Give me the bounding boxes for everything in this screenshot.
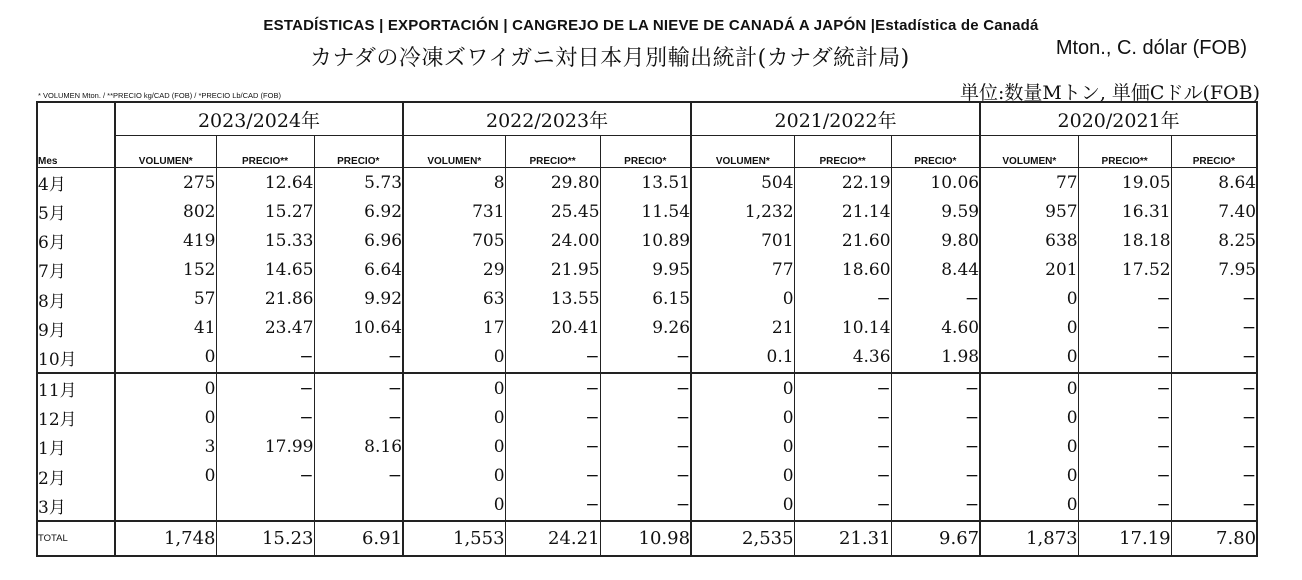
value-cell: 9.26 <box>600 314 691 343</box>
value-cell: − <box>1078 343 1171 373</box>
value-cell: 9.92 <box>314 285 403 314</box>
value-cell: 63 <box>403 285 505 314</box>
value-cell: 17.52 <box>1078 255 1171 284</box>
value-cell: 0 <box>691 285 794 314</box>
value-cell: − <box>600 462 691 491</box>
value-cell: − <box>600 432 691 461</box>
japanese-title: カナダの冷凍ズワイガニ対日本月別輸出統計(カナダ統計局) <box>310 46 910 71</box>
column-header: PRECIO** <box>794 136 891 168</box>
month-cell: 10月 <box>37 343 115 373</box>
value-cell: 10.06 <box>891 168 980 198</box>
value-cell: 17.99 <box>216 432 314 461</box>
value-cell: − <box>794 373 891 403</box>
value-cell: 0 <box>980 491 1078 521</box>
column-header: VOLUMEN* <box>403 136 505 168</box>
value-cell: − <box>1078 373 1171 403</box>
value-cell: 4.60 <box>891 314 980 343</box>
export-statistics-table <box>36 101 1258 557</box>
month-cell: 12月 <box>37 403 115 432</box>
value-cell: 21.14 <box>794 197 891 226</box>
total-row <box>37 521 1257 556</box>
year-header-row <box>37 102 1257 136</box>
value-cell: 24.00 <box>505 226 600 255</box>
value-cell: 29 <box>403 255 505 284</box>
unit-label-spanish: Mton., C. dólar (FOB) <box>1055 37 1247 59</box>
value-cell: − <box>794 432 891 461</box>
value-cell: − <box>1171 403 1257 432</box>
value-cell: − <box>1078 462 1171 491</box>
table-row <box>37 403 1257 432</box>
value-cell: − <box>1171 285 1257 314</box>
value-cell: 201 <box>980 255 1078 284</box>
value-cell <box>314 491 403 521</box>
value-cell: 21.95 <box>505 255 600 284</box>
value-cell: 77 <box>691 255 794 284</box>
value-cell <box>115 491 216 521</box>
table-row <box>37 343 1257 373</box>
value-cell: 5.73 <box>314 168 403 198</box>
value-cell: − <box>1078 285 1171 314</box>
column-header: PRECIO* <box>600 136 691 168</box>
value-cell: − <box>216 403 314 432</box>
total-label: TOTAL <box>37 521 115 556</box>
value-cell: 957 <box>980 197 1078 226</box>
value-cell: 0 <box>980 462 1078 491</box>
unit-label-japanese: 単位:数量Mトン, 単価Cドル(FOB) <box>959 82 1260 104</box>
month-column-header: Mes <box>37 136 115 168</box>
column-header: PRECIO* <box>891 136 980 168</box>
month-cell: 4月 <box>37 168 115 198</box>
value-cell: 504 <box>691 168 794 198</box>
value-cell: − <box>1078 314 1171 343</box>
value-cell: − <box>505 432 600 461</box>
value-cell: − <box>891 462 980 491</box>
value-cell: 7.40 <box>1171 197 1257 226</box>
value-cell: 9.80 <box>891 226 980 255</box>
value-cell: − <box>216 462 314 491</box>
value-cell: − <box>794 285 891 314</box>
total-value-cell: 17.19 <box>1078 521 1171 556</box>
value-cell: 731 <box>403 197 505 226</box>
value-cell: 6.96 <box>314 226 403 255</box>
value-cell: 8.44 <box>891 255 980 284</box>
total-value-cell: 15.23 <box>216 521 314 556</box>
value-cell: 13.55 <box>505 285 600 314</box>
value-cell: 0 <box>980 373 1078 403</box>
month-cell: 1月 <box>37 432 115 461</box>
value-cell: 0 <box>980 403 1078 432</box>
value-cell: − <box>1171 432 1257 461</box>
value-cell: − <box>600 403 691 432</box>
value-cell: 18.60 <box>794 255 891 284</box>
value-cell: − <box>794 491 891 521</box>
total-value-cell: 24.21 <box>505 521 600 556</box>
value-cell: 16.31 <box>1078 197 1171 226</box>
value-cell: 6.15 <box>600 285 691 314</box>
value-cell: 0 <box>115 343 216 373</box>
year-header: 2020/2021年 <box>980 102 1257 136</box>
value-cell: 0 <box>403 373 505 403</box>
month-cell: 6月 <box>37 226 115 255</box>
column-header: VOLUMEN* <box>691 136 794 168</box>
month-cell: 3月 <box>37 491 115 521</box>
value-cell: − <box>600 373 691 403</box>
value-cell: 4.36 <box>794 343 891 373</box>
table-row <box>37 197 1257 226</box>
table-row <box>37 373 1257 403</box>
value-cell: 275 <box>115 168 216 198</box>
value-cell: 10.14 <box>794 314 891 343</box>
value-cell: − <box>216 343 314 373</box>
column-header: PRECIO* <box>1171 136 1257 168</box>
value-cell: 0 <box>980 314 1078 343</box>
value-cell: − <box>1078 491 1171 521</box>
value-cell: 6.92 <box>314 197 403 226</box>
column-header: VOLUMEN* <box>980 136 1078 168</box>
value-cell: − <box>600 343 691 373</box>
value-cell: 8.25 <box>1171 226 1257 255</box>
table-row <box>37 285 1257 314</box>
footnote: * VOLUMEN Mton. / **PRECIO kg/CAD (FOB) / *PRECIO Lb/CAD (FOB) <box>38 91 281 100</box>
value-cell: − <box>314 403 403 432</box>
total-value-cell: 2,535 <box>691 521 794 556</box>
value-cell: − <box>794 462 891 491</box>
table-body <box>37 168 1257 557</box>
year-header: 2021/2022年 <box>691 102 980 136</box>
value-cell: 10.89 <box>600 226 691 255</box>
value-cell: 1.98 <box>891 343 980 373</box>
value-cell: 25.45 <box>505 197 600 226</box>
column-header-row <box>37 136 1257 168</box>
value-cell: − <box>505 343 600 373</box>
value-cell: 0 <box>691 373 794 403</box>
value-cell: − <box>505 462 600 491</box>
value-cell: 17 <box>403 314 505 343</box>
table-row <box>37 432 1257 461</box>
value-cell: 0 <box>403 432 505 461</box>
value-cell: 0 <box>691 432 794 461</box>
table-row <box>37 314 1257 343</box>
value-cell: 0 <box>115 373 216 403</box>
value-cell: 7.95 <box>1171 255 1257 284</box>
column-header: VOLUMEN* <box>115 136 216 168</box>
value-cell: − <box>794 403 891 432</box>
value-cell: 21.86 <box>216 285 314 314</box>
value-cell: 419 <box>115 226 216 255</box>
total-value-cell: 1,553 <box>403 521 505 556</box>
value-cell: 0 <box>115 462 216 491</box>
value-cell: − <box>505 403 600 432</box>
value-cell: 0 <box>403 462 505 491</box>
value-cell: 8.16 <box>314 432 403 461</box>
value-cell: 1,232 <box>691 197 794 226</box>
total-value-cell: 6.91 <box>314 521 403 556</box>
value-cell: − <box>1171 314 1257 343</box>
corner-cell <box>37 102 115 136</box>
value-cell: 41 <box>115 314 216 343</box>
value-cell: 29.80 <box>505 168 600 198</box>
column-header: PRECIO* <box>314 136 403 168</box>
value-cell: 8.64 <box>1171 168 1257 198</box>
year-header: 2023/2024年 <box>115 102 403 136</box>
value-cell: 15.33 <box>216 226 314 255</box>
value-cell: 23.47 <box>216 314 314 343</box>
value-cell: 13.51 <box>600 168 691 198</box>
value-cell: 20.41 <box>505 314 600 343</box>
value-cell: 10.64 <box>314 314 403 343</box>
value-cell: 9.95 <box>600 255 691 284</box>
value-cell: 11.54 <box>600 197 691 226</box>
value-cell: − <box>1171 462 1257 491</box>
month-cell: 8月 <box>37 285 115 314</box>
column-header: PRECIO** <box>1078 136 1171 168</box>
value-cell: − <box>600 491 691 521</box>
value-cell: 152 <box>115 255 216 284</box>
value-cell: 21 <box>691 314 794 343</box>
report-title: ESTADÍSTICAS | EXPORTACIÓN | CANGREJO DE LA NIEVE DE CANADÁ A JAPÓN |Estadística de Canadá <box>263 17 1039 34</box>
month-cell: 5月 <box>37 197 115 226</box>
value-cell: 0 <box>980 285 1078 314</box>
column-header: PRECIO** <box>505 136 600 168</box>
value-cell: − <box>891 373 980 403</box>
value-cell: 0 <box>980 343 1078 373</box>
value-cell: − <box>1171 343 1257 373</box>
column-header: PRECIO** <box>216 136 314 168</box>
value-cell: 8 <box>403 168 505 198</box>
value-cell: 57 <box>115 285 216 314</box>
total-value-cell: 7.80 <box>1171 521 1257 556</box>
value-cell: 22.19 <box>794 168 891 198</box>
value-cell: 12.64 <box>216 168 314 198</box>
value-cell: − <box>505 491 600 521</box>
value-cell: − <box>1078 432 1171 461</box>
value-cell: − <box>891 432 980 461</box>
value-cell: 802 <box>115 197 216 226</box>
value-cell: 0 <box>691 403 794 432</box>
value-cell: 0 <box>691 462 794 491</box>
total-value-cell: 21.31 <box>794 521 891 556</box>
value-cell: 0 <box>691 491 794 521</box>
value-cell <box>216 491 314 521</box>
value-cell: 705 <box>403 226 505 255</box>
value-cell: − <box>1171 491 1257 521</box>
table-row <box>37 462 1257 491</box>
value-cell: 14.65 <box>216 255 314 284</box>
value-cell: 19.05 <box>1078 168 1171 198</box>
value-cell: − <box>1078 403 1171 432</box>
value-cell: − <box>891 403 980 432</box>
value-cell: 15.27 <box>216 197 314 226</box>
value-cell: − <box>891 285 980 314</box>
month-cell: 11月 <box>37 373 115 403</box>
total-value-cell: 1,748 <box>115 521 216 556</box>
value-cell: − <box>1171 373 1257 403</box>
month-cell: 7月 <box>37 255 115 284</box>
month-cell: 9月 <box>37 314 115 343</box>
value-cell: − <box>216 373 314 403</box>
value-cell: − <box>314 462 403 491</box>
value-cell: 0.1 <box>691 343 794 373</box>
value-cell: 0 <box>403 491 505 521</box>
value-cell: 9.59 <box>891 197 980 226</box>
value-cell: − <box>314 343 403 373</box>
value-cell: − <box>891 491 980 521</box>
total-value-cell: 9.67 <box>891 521 980 556</box>
value-cell: 77 <box>980 168 1078 198</box>
value-cell: 21.60 <box>794 226 891 255</box>
value-cell: 18.18 <box>1078 226 1171 255</box>
value-cell: 0 <box>115 403 216 432</box>
value-cell: 0 <box>403 403 505 432</box>
table-row <box>37 226 1257 255</box>
total-value-cell: 1,873 <box>980 521 1078 556</box>
table-row <box>37 168 1257 198</box>
value-cell: 701 <box>691 226 794 255</box>
value-cell: 638 <box>980 226 1078 255</box>
value-cell: 0 <box>980 432 1078 461</box>
table-row <box>37 491 1257 521</box>
value-cell: − <box>314 373 403 403</box>
value-cell: 6.64 <box>314 255 403 284</box>
table-row <box>37 255 1257 284</box>
value-cell: − <box>505 373 600 403</box>
value-cell: 3 <box>115 432 216 461</box>
total-value-cell: 10.98 <box>600 521 691 556</box>
value-cell: 0 <box>403 343 505 373</box>
month-cell: 2月 <box>37 462 115 491</box>
year-header: 2022/2023年 <box>403 102 691 136</box>
